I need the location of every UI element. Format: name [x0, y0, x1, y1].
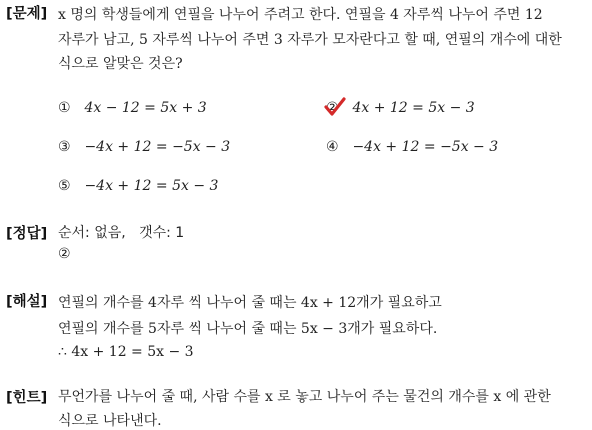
- option-expression: −4x + 12 = −5x − 3: [84, 139, 231, 155]
- problem-text-line-2: 자루가 남고, 5 자루씩 나누어 주면 3 자루가 모자란다고 할 때, 연필의 개수에 대한: [58, 32, 562, 48]
- answer-label: [정답]: [6, 226, 48, 242]
- option-number: ③: [58, 139, 71, 155]
- option-3[interactable]: [58, 139, 230, 155]
- option-expression: −4x + 12 = −5x − 3: [352, 139, 499, 155]
- hint-line-2: 식으로 나타낸다.: [58, 413, 162, 429]
- hint-label: [힌트]: [6, 390, 48, 406]
- option-2[interactable]: [326, 100, 475, 116]
- explanation-line-3: ∴ 4x + 12 = 5x − 3: [58, 344, 194, 360]
- option-expression: 4x + 12 = 5x − 3: [352, 100, 475, 116]
- option-5[interactable]: [58, 178, 218, 194]
- explanation-line-2: 연필의 개수를 5자루 씩 나누어 줄 때는 5x − 3개가 필요하다.: [58, 321, 438, 337]
- option-number: ②: [326, 100, 339, 116]
- problem-text-line-3: 식으로 알맞은 것은?: [58, 56, 183, 72]
- checkmark-icon: [323, 96, 347, 118]
- option-1[interactable]: [58, 100, 207, 116]
- option-expression: −4x + 12 = 5x − 3: [84, 178, 219, 194]
- explanation-label: [해설]: [6, 294, 48, 310]
- explanation-line-1: 연필의 개수를 4자루 씩 나누어 줄 때는 4x + 12개가 필요하고: [58, 295, 442, 311]
- answer-value: ②: [58, 246, 71, 262]
- option-number: ①: [58, 100, 71, 116]
- option-4[interactable]: [326, 139, 498, 155]
- option-expression: 4x − 12 = 5x + 3: [84, 100, 207, 116]
- hint-line-1: 무언가를 나누어 줄 때, 사람 수를 x 로 놓고 나누어 주는 물건의 개수를 x 에 관한: [58, 389, 551, 405]
- option-number: ⑤: [58, 178, 71, 194]
- problem-text-line-1: x 명의 학생들에게 연필을 나누어 주려고 한다. 연필을 4 자루씩 나누어 주면 12: [58, 7, 543, 23]
- option-number: ④: [326, 139, 339, 155]
- problem-label: [문제]: [6, 6, 48, 22]
- answer-meta: 순서: 없음, 갯수: 1: [58, 225, 185, 241]
